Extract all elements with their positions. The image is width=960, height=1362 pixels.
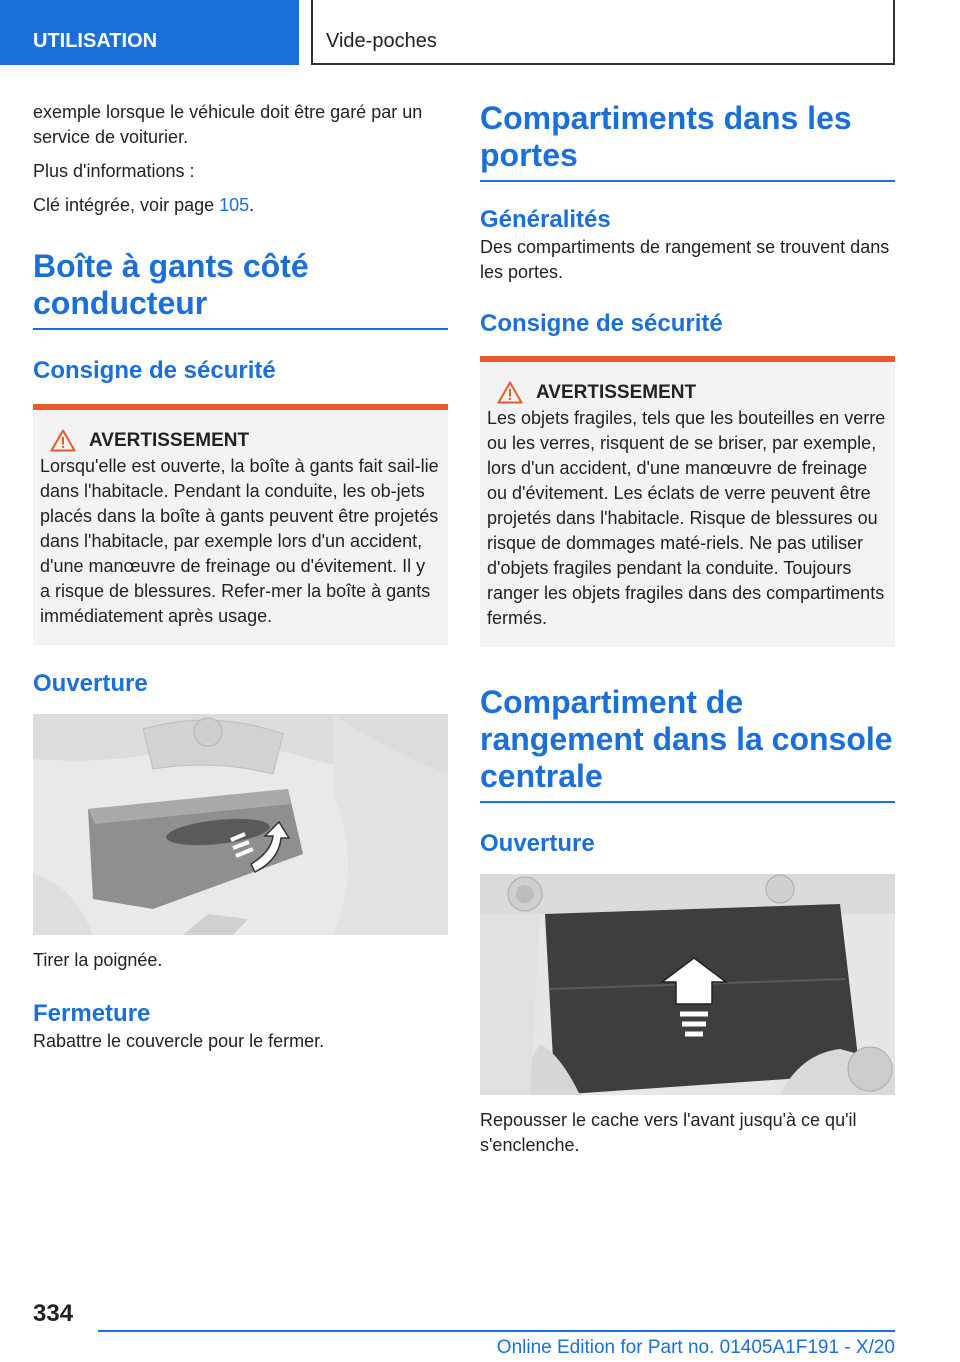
cross-reference-text: Clé intégrée, voir page xyxy=(33,195,220,215)
page-number: 334 xyxy=(33,1300,74,1327)
footer-rule xyxy=(98,1330,895,1332)
warning-triangle-icon xyxy=(50,429,76,452)
general-heading: Généralités xyxy=(480,206,611,233)
opening-heading-right: Ouverture xyxy=(480,830,595,857)
warning-box-right xyxy=(480,356,895,647)
general-text: Des compartiments de rangement se trouvent dans les portes. xyxy=(480,237,890,282)
opening-heading-left: Ouverture xyxy=(33,670,148,697)
warning-box-left xyxy=(33,404,448,645)
cross-reference xyxy=(33,193,448,218)
section-title-console: Compartiment de rangement dans la console centrale xyxy=(480,684,895,803)
more-info-label: Plus d'informations : xyxy=(33,161,195,181)
opening-caption-left: Tirer la poignée. xyxy=(33,950,163,970)
opening-caption-right: Repousser le cache vers l'avant jusqu'à ce qu'il s'enclenche. xyxy=(480,1110,857,1155)
right-column xyxy=(480,100,895,1158)
console-illustration xyxy=(480,874,895,1095)
left-column xyxy=(33,100,448,1054)
section-title-doors: Compartiments dans les portes xyxy=(480,100,895,182)
glovebox-illustration xyxy=(33,714,448,935)
edition-note: Online Edition for Part no. 01405A1F191 - X/20 xyxy=(496,1337,895,1358)
safety-heading-right: Consigne de sécurité xyxy=(480,310,723,337)
intro-paragraph: exemple lorsque le véhicule doit être garé par un service de voiturier. xyxy=(33,102,423,147)
cross-reference-end: . xyxy=(249,195,255,215)
warning-header xyxy=(487,380,887,405)
warning-text: Les objets fragiles, tels que les bouteilles en verre ou les verres, risquent de se briser, par exemple, lors d'un accident, d'une manœuvre de freinage ou d'évitement. Les éclats de verre peuvent être projetés dans l'habitacle. Risque de blessures ou risque de dommages maté-riels. Ne pas utiliser d'objets fragiles pendant la conduite. Toujours ranger les objets fragiles dans des compartiments fermés. xyxy=(487,408,886,628)
warning-text: Lorsqu'elle est ouverte, la boîte à gants fait sail-lie dans l'habitacle. Pendant la conduite, les ob-jets placés dans la boîte à gants peuvent être projetés dans l'habitacle, par exemple lors d'un accident, d'une manœuvre de freinage ou d'évitement. Il y a risque de blessures. Refer-mer la boîte à gants immédiatement après usage. xyxy=(40,456,439,626)
page-link[interactable]: 105 xyxy=(219,195,250,215)
warning-label: AVERTISSEMENT xyxy=(536,382,697,403)
closing-heading: Fermeture xyxy=(33,1000,151,1027)
safety-heading-left: Consigne de sécurité xyxy=(33,357,276,384)
section-title-glovebox: Boîte à gants côté conducteur xyxy=(33,248,448,330)
chapter-title: Vide-poches xyxy=(311,0,895,65)
warning-triangle-icon xyxy=(497,381,523,404)
closing-text: Rabattre le couvercle pour le fermer. xyxy=(33,1031,325,1051)
warning-label: AVERTISSEMENT xyxy=(89,430,250,451)
warning-header xyxy=(40,428,440,453)
section-tab: UTILISATION xyxy=(0,0,299,65)
